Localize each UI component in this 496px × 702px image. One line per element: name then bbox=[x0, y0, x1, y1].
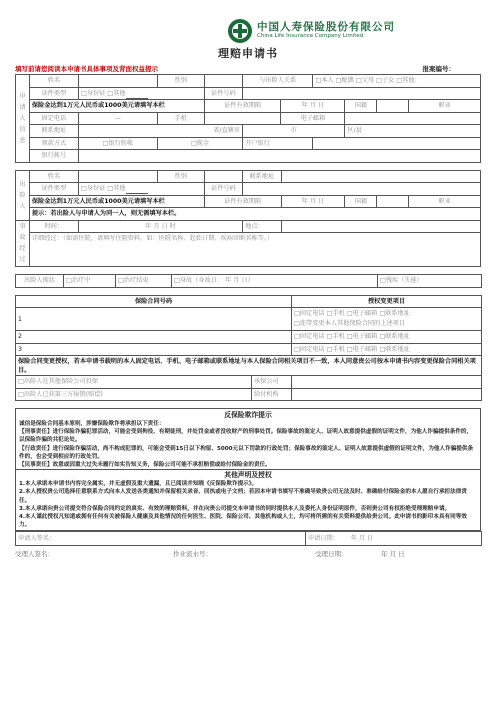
insured-id-validity-label: 证件有效期限 bbox=[204, 195, 281, 208]
applicant-gender-field[interactable] bbox=[204, 75, 242, 88]
applicant-signature-field[interactable] bbox=[16, 532, 306, 546]
form-title: 理赔申请书 bbox=[218, 47, 278, 60]
contract-no-header: 保险合同号码 bbox=[16, 295, 292, 308]
contract-row-1[interactable] bbox=[16, 308, 292, 331]
insured-name-label: 姓名 bbox=[29, 170, 78, 183]
criminal-liability: 【刑事责任】进行保险诈骗犯罪活动，可能会受到拘役、有期徒刑，并处罚金或者没收财产的刑事处罚。保险事故的鉴定人、证明人故意提供虚假的证明文件，为他人诈骗提供条件的，以保险诈骗的共犯论处。 bbox=[19, 429, 473, 444]
insured-nationality-field[interactable] bbox=[377, 195, 409, 208]
contract-row-2-options[interactable]: □固定电话 □手机 □电子邮箱 □联系地址 bbox=[292, 331, 482, 344]
insured-same-note: 提示：若出险人与申请人为同一人，则无需填写本栏。 bbox=[29, 208, 480, 221]
auth-change-header: 授权变更项目 bbox=[292, 295, 482, 308]
applicant-district[interactable]: 区/县 bbox=[345, 125, 481, 138]
applicant-bank-field[interactable] bbox=[313, 137, 481, 150]
insured-occupation-label: 职业 bbox=[409, 195, 481, 208]
incident-place-field[interactable] bbox=[281, 220, 480, 233]
insurer-field[interactable] bbox=[292, 376, 482, 389]
insurer-label: 承保公司 bbox=[252, 376, 292, 389]
cash-option[interactable]: □现金 bbox=[157, 137, 242, 150]
bank-transfer-option[interactable]: □银行转帐 bbox=[78, 137, 157, 150]
insured-id-no-label: 证件号码 bbox=[204, 183, 242, 196]
third-party-option[interactable]: □出险人已获第三方报销(赔偿) bbox=[16, 388, 252, 401]
applicant-id-validity-label: 证件有效期限 bbox=[204, 100, 281, 113]
receiver-signature-label[interactable]: 受理人签名： bbox=[15, 550, 54, 559]
fraud-lead: 诚信是保险合同基本原则，涉嫌保险欺诈将承担以下责任： bbox=[19, 421, 165, 427]
serial-number-label[interactable]: 作业流水号： bbox=[173, 550, 212, 559]
insured-id-type-options[interactable] bbox=[78, 183, 204, 196]
contract-row-num: 2 bbox=[18, 333, 22, 341]
applicant-landline-label: 固定电话 bbox=[29, 112, 78, 125]
applicant-id-no-label: 证件号码 bbox=[204, 87, 242, 100]
company-logo bbox=[227, 18, 487, 44]
status-treated-option[interactable]: □治疗结束 bbox=[116, 275, 172, 288]
insured-nationality-label: 国籍 bbox=[345, 195, 377, 208]
form-header bbox=[15, 14, 481, 62]
applicant-account-field[interactable] bbox=[78, 150, 480, 163]
insured-id-options-text: □身份证 □其他 bbox=[80, 185, 126, 193]
status-treating-option[interactable]: □治疗中 bbox=[64, 275, 116, 288]
insured-side-label: 出险人 bbox=[16, 170, 30, 220]
declaration-section bbox=[15, 408, 481, 531]
incident-side-label: 事故经过 bbox=[16, 220, 30, 267]
insured-address-label: 联系地址 bbox=[243, 170, 281, 183]
payer-field[interactable] bbox=[292, 388, 482, 401]
fraud-warning-title: 反保险欺诈提示 bbox=[224, 411, 272, 419]
incident-time-field[interactable]: 年 月 日 时 bbox=[78, 220, 242, 233]
insured-id-type-label: 证件类型 bbox=[29, 183, 78, 196]
status-label: 出险人现状 bbox=[16, 275, 64, 288]
declaration-item: 4.本人谨此授权凡知道或拥有任何有关被保险人健康及其他情况的任何医生、医院、保险公司、其他机构或人士，均可将所需的有关资料提供给贵公司。此申请书的影印本具有同等效力。 bbox=[19, 514, 467, 529]
insured-id-no-field[interactable] bbox=[243, 183, 481, 196]
read-notice: 填写前请您阅读本申请书具体事项及背面权益提示 bbox=[15, 65, 158, 73]
applicant-side-label: 申请人信息 bbox=[16, 75, 30, 163]
applicant-account-label: 银行帐号 bbox=[29, 150, 78, 163]
applicant-signature-label: 申请人签名： bbox=[18, 535, 56, 543]
applicant-id-type-options[interactable] bbox=[78, 87, 204, 100]
applicant-nationality-label: 国籍 bbox=[345, 100, 377, 113]
insured-address-field[interactable] bbox=[281, 170, 480, 183]
applicant-mobile-field[interactable] bbox=[204, 112, 281, 125]
status-section bbox=[15, 274, 482, 288]
change-authorization-note: 保险合同变更授权，若本申请书载明的本人固定电话、手机、电子邮箱或联系地址与本人保险合同相关项目不一致，本人同意贵公司按本申请书内容变更保险合同相关项目。 bbox=[16, 356, 482, 376]
contract-row-num: 1 bbox=[18, 315, 22, 323]
applicant-address-label: 联系地址 bbox=[29, 125, 78, 138]
applicant-name-field[interactable] bbox=[78, 75, 157, 88]
accept-date-label[interactable]: 受理日期： bbox=[315, 550, 348, 559]
apply-date-label: 申请日期： bbox=[308, 535, 339, 543]
admin-liability: 【行政责任】进行保险诈骗活动，尚不构成犯罪的，可能会受到15日以下拘留、5000元以下罚款的行政处罚；保险事故的鉴定人、证明人故意提供虚假的证明文件，为他人诈骗提供条件的，也会受到相应的行政处罚。 bbox=[19, 445, 474, 460]
insured-name-field[interactable] bbox=[78, 170, 157, 183]
applicant-relation-options[interactable]: □本人 □配偶 □父母 □子女 □其他： bbox=[313, 75, 481, 88]
applicant-bank-label: 开户银行 bbox=[243, 137, 313, 150]
applicant-email-field[interactable] bbox=[345, 112, 481, 125]
incident-place-label: 地点： bbox=[243, 220, 281, 233]
payer-label: 给付机构 bbox=[252, 388, 292, 401]
applicant-id-options-text: □身份证 □其他 bbox=[80, 89, 126, 97]
applicant-bold-note: 保险金达到1万元人民币或1000美元请填写本栏 bbox=[29, 100, 204, 113]
other-insurer-option[interactable]: □出险人在其他保险公司投保 bbox=[16, 376, 252, 389]
declaration-item: 1.本人承诺本申请书内容完全属实，并无虚假及重大遗漏，且已阅读并知晓《反保险欺诈提示》。 bbox=[19, 481, 258, 488]
applicant-section bbox=[15, 74, 481, 163]
applicant-id-type-label: 证件类型 bbox=[29, 87, 78, 100]
insured-id-validity-date[interactable]: 年 月 日 bbox=[281, 195, 345, 208]
insured-section bbox=[15, 170, 481, 268]
contracts-section bbox=[15, 295, 482, 402]
contract-row-1-opts[interactable]: □固定电话 □手机 □电子邮箱 □联系地址 bbox=[294, 310, 410, 317]
contract-row-3[interactable] bbox=[16, 343, 292, 356]
applicant-mobile-label: 手机 bbox=[157, 112, 204, 125]
contract-row-1-linked[interactable]: □连带变更本人其他保险合同的上述项目 bbox=[294, 320, 406, 327]
declaration-item: 2.本人授权贵公司选择任意联系方式向本人发送各类通知并保留相关录音、回执或电子文档；若因本申请书填写不准确导致贵公司无法及时、准确给付保险金的本人愿自行承担法律责任。 bbox=[19, 489, 467, 504]
china-life-logo-icon bbox=[227, 18, 253, 44]
other-declaration-title: 其他声明及授权 bbox=[16, 469, 480, 480]
insured-gender-field[interactable] bbox=[204, 170, 242, 183]
applicant-name-label: 姓名 bbox=[29, 75, 78, 88]
accept-date-ymd: 年 月 日 bbox=[381, 550, 405, 559]
insured-bold-note: 保险金达到1万元人民币或1000美元请填写本栏 bbox=[29, 195, 204, 208]
apply-date-field[interactable] bbox=[306, 532, 482, 546]
applicant-city[interactable]: 市 bbox=[243, 125, 345, 138]
applicant-id-other-blank[interactable] bbox=[126, 92, 148, 99]
contract-row-1-options[interactable] bbox=[292, 308, 482, 331]
status-deceased-option[interactable]: □身故（身故日： 年 月 日） bbox=[172, 275, 378, 288]
notice-row bbox=[15, 62, 481, 74]
applicant-pay-method-label: 领款方式 bbox=[29, 137, 78, 150]
applicant-province[interactable]: 省/直辖市 bbox=[78, 125, 242, 138]
contract-row-3-options[interactable]: □固定电话 □手机 □电子邮箱 □联系地址 bbox=[292, 343, 482, 356]
civil-liability: 【民事责任】故意或因重大过失未履行如实告知义务，保险公司可能不承担赔偿或给付保险金的责任。 bbox=[19, 462, 271, 469]
applicant-id-no-field[interactable] bbox=[243, 87, 481, 100]
applicant-relation-label: 与出险人关系 bbox=[243, 75, 313, 88]
company-name-en: China Life Insurance Company Limited bbox=[257, 33, 364, 39]
applicant-id-validity-date[interactable]: 年 月 日 bbox=[281, 100, 345, 113]
applicant-nationality-field[interactable] bbox=[377, 100, 409, 113]
applicant-occupation-label: 职业 bbox=[409, 100, 481, 113]
applicant-gender-label: 性别 bbox=[157, 75, 204, 88]
company-name-cn: 中国人寿保险股份有限公司 bbox=[257, 21, 395, 33]
applicant-sign-row bbox=[15, 531, 482, 546]
applicant-landline-field[interactable]: — bbox=[78, 112, 157, 125]
insured-id-other-blank[interactable] bbox=[126, 187, 148, 194]
footer-row bbox=[15, 546, 481, 560]
status-disabled-option[interactable]: □残疾（失能） bbox=[378, 275, 482, 288]
declaration-item: 3.本人承诺向贵公司提交符合保险合同约定的真实、有效的理赔资料，并在向贵公司提交本申请书的同时提供本人及委托人身份证明原件，否则贵公司有权拒绝受理理赔申请。 bbox=[19, 505, 451, 512]
insured-gender-label: 性别 bbox=[157, 170, 204, 183]
contract-row-num: 3 bbox=[18, 345, 22, 353]
incident-time-label: 时间： bbox=[29, 220, 78, 233]
contract-row-2[interactable] bbox=[16, 331, 292, 344]
incident-detail-field[interactable]: 详细经过：（如需住院，请填写住院资料，如：医院名称、起始日期、疾病诊断名称等。） bbox=[29, 233, 480, 267]
apply-date-ymd: 年 月 日 bbox=[350, 535, 374, 543]
applicant-email-label: 电子邮箱 bbox=[281, 112, 345, 125]
case-number-label: 报案编号： bbox=[422, 65, 455, 73]
